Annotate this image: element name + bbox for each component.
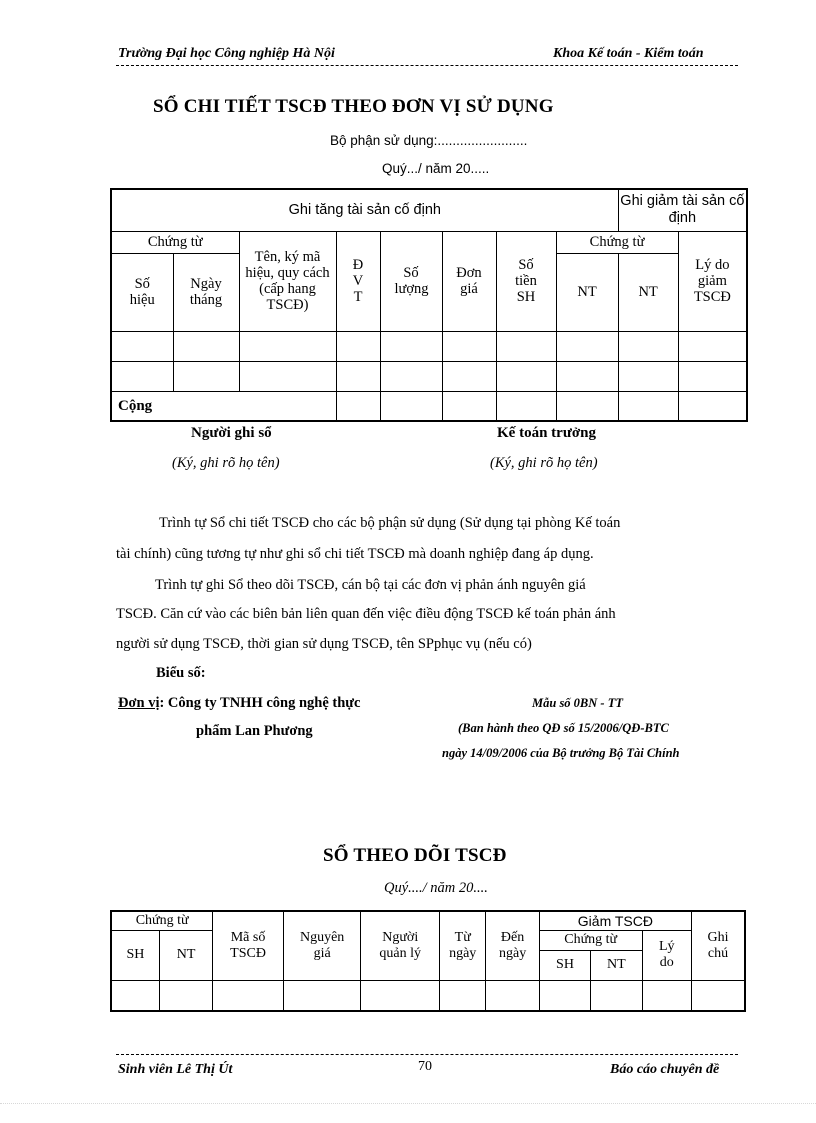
footer-right: Báo cáo chuyên đề [610,1062,720,1077]
page-number: 70 [418,1059,432,1074]
form-label: Biểu số: [156,665,206,681]
quarter-line: Quý.../ năm 20..... [382,161,490,176]
table-row [111,980,745,1011]
col-quantity: Số lượng [380,231,442,331]
col-nt: NT [159,930,212,980]
col-note: Ghi chú [691,911,745,980]
signer-left-note: (Ký, ghi rõ họ tên) [172,455,280,471]
unit-line-1 [118,695,360,712]
total-row [111,391,747,421]
signer-right-note: (Ký, ghi rõ họ tên) [490,455,598,471]
table-row [111,331,747,361]
voucher-dec-header-2: Chứng từ [539,930,642,950]
col-amount: Số tiền SH [496,231,556,331]
col-unit: Đ V T [336,231,380,331]
paragraph-1-line-1: Trình tự Sổ chi tiết TSCĐ cho các bộ phận sử dụng (Sử dụng tại phòng Kế toán [159,515,621,531]
paragraph-1-line-2: tài chính) cũng tương tự như ghi sổ chi tiết TSCĐ mà doanh nghiệp đang áp dụng. [116,546,594,562]
voucher-header-2: Chứng từ [111,911,213,930]
col-unit-price: Đơn giá [442,231,496,331]
col-number: Số hiệu [111,253,173,331]
header-right: Khoa Kế toán - Kiểm toán [553,46,704,61]
paragraph-2-line-1: Trình tự ghi Sổ theo dõi TSCĐ, cán bộ tại các đơn vị phản ánh nguyên giá [155,577,586,593]
ledger2-table [110,910,746,1012]
ledger1-title: SỔ CHI TIẾT TSCĐ THEO ĐƠN VỊ SỬ DỤNG [153,96,554,117]
col-asset-code: Mã số TSCĐ [213,911,284,980]
unit-name-1: : Công ty TNHH công nghệ thực [159,695,361,711]
col-original-cost: Nguyên giá [283,911,361,980]
footer-left: Sinh viên Lê Thị Út [118,1062,233,1077]
decrease-header: Ghi giảm tài sản cố định [618,189,747,231]
decree-line-2: ngày 14/09/2006 của Bộ trưởng Bộ Tài Chính [442,746,680,760]
ledger2-title: SỔ THEO DÕI TSCĐ [323,845,507,866]
ledger1-table [110,188,748,422]
col-date: Ngày tháng [173,253,239,331]
decrease-header-2: Giảm TSCĐ [539,911,691,930]
total-label: Cộng [111,391,336,421]
ledger2-quarter-line: Quý..../ năm 20.... [384,880,488,896]
col-asset-name: Tên, ký mã hiệu, quy cách (cấp hang TSCĐ) [239,231,336,331]
header-divider [116,65,738,66]
signer-right-title: Kế toán trưởng [497,425,596,441]
col-sh-2: SH [539,950,590,980]
page-bottom-edge [0,1103,816,1104]
decree-line-1: (Ban hành theo QĐ số 15/2006/QĐ-BTC [458,721,669,735]
col-reason: Lý do giảm TSCĐ [678,231,747,331]
department-line: Bộ phận sử dụng:........................ [330,133,528,148]
voucher-dec-header: Chứng từ [556,231,678,253]
voucher-header: Chứng từ [111,231,239,253]
col-to-date: Đến ngày [486,911,539,980]
col-nt-2b: NT [591,950,642,980]
table-row [111,361,747,391]
col-sh: SH [111,930,159,980]
header-left: Trường Đại học Công nghiệp Hà Nội [118,46,335,61]
form-number: Mẫu số 0BN - TT [532,696,623,710]
increase-header: Ghi tăng tài sản cố định [111,189,618,231]
col-from-date: Từ ngày [440,911,486,980]
unit-name-2: phẩm Lan Phương [196,723,313,739]
paragraph-2-line-2: TSCĐ. Căn cứ vào các biên bản liên quan đến việc điều động TSCĐ kế toán phản ánh [116,606,616,622]
col-nt-1: NT [556,253,618,331]
footer-divider [116,1054,738,1055]
signer-left-title: Người ghi sổ [191,425,272,441]
col-manager: Người quản lý [361,911,440,980]
col-nt-2: NT [618,253,678,331]
unit-label: Đơn vị [118,695,160,711]
col-reason-2: Lý do [642,930,691,980]
paragraph-2-line-3: người sử dụng TSCĐ, thời gian sử dụng TSCĐ, tên SPphục vụ (nếu có) [116,636,532,652]
